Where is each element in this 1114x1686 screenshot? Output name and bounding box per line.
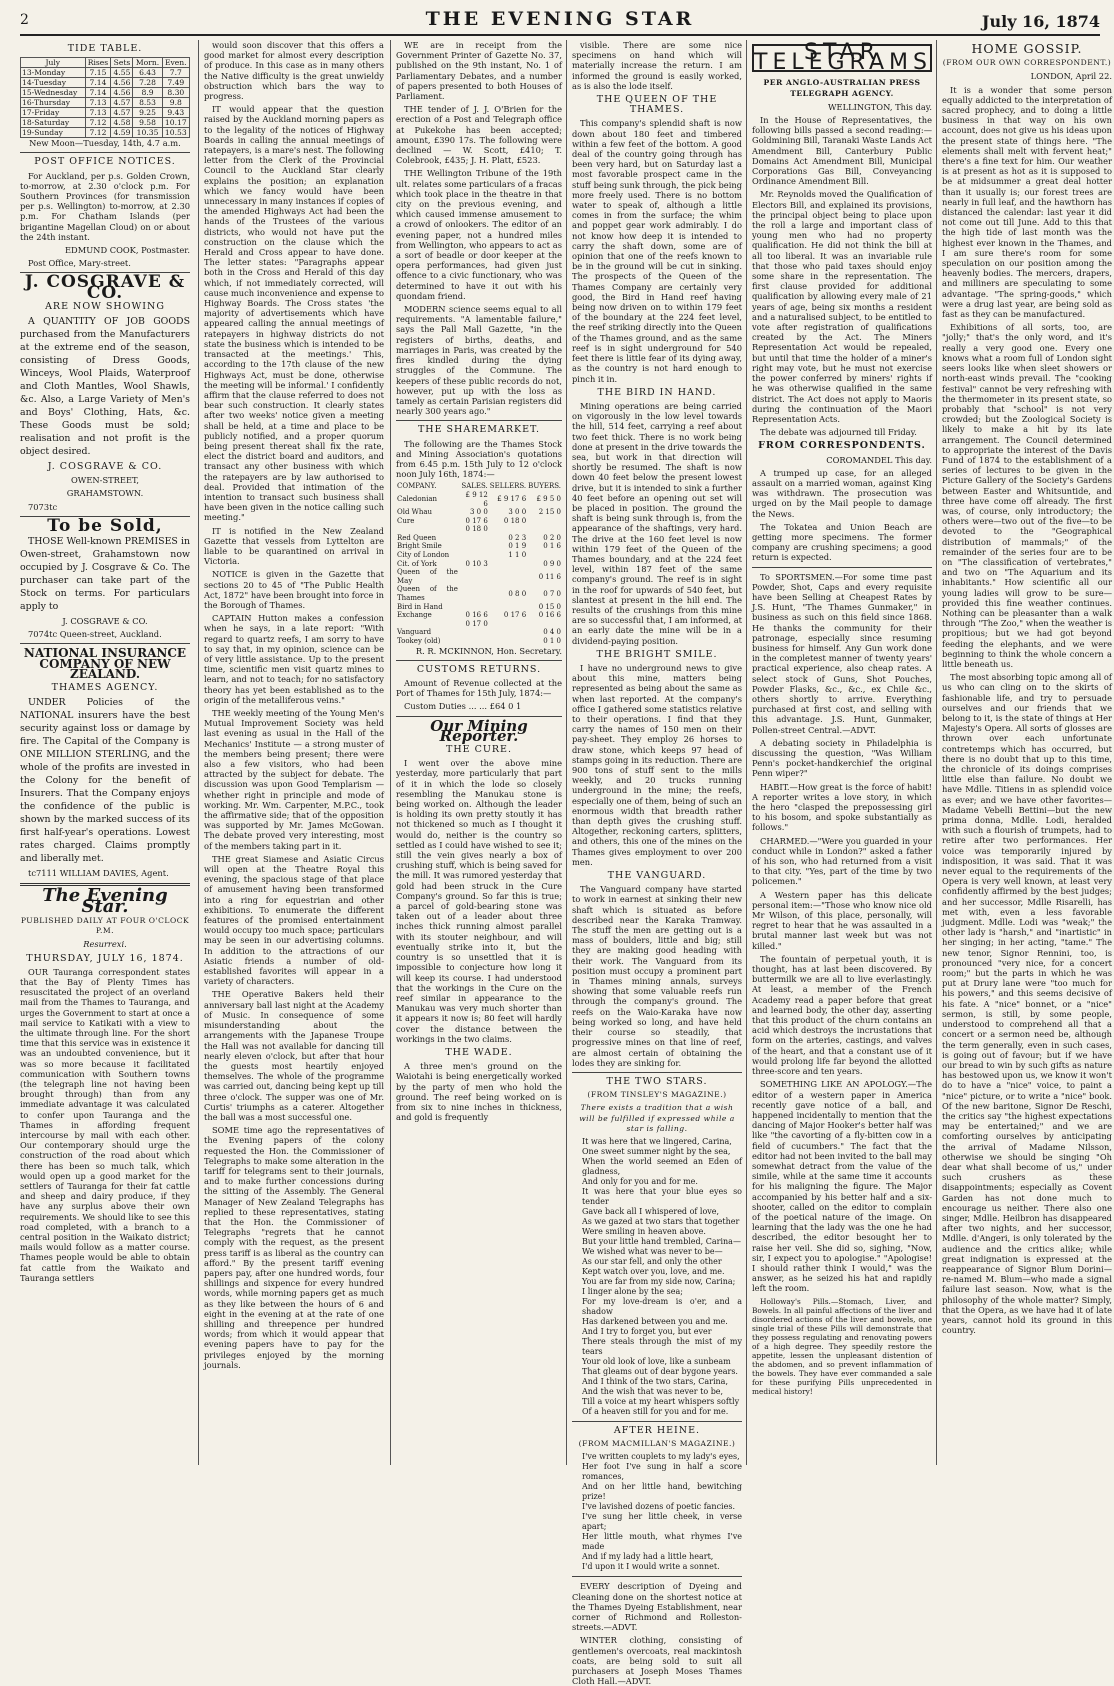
poem-line: I've lavished dozens of poetic fancies. — [582, 1502, 735, 1512]
tide-header: July — [21, 58, 86, 68]
share-cell: Red Queen — [397, 533, 437, 542]
article-paragraph: A Western paper has this delicate personal item:—"Those who know nice old Mr Wilson, of this place, personally, will regret to hear that he was assaulted in a brutal manner last week but was not killed." — [752, 889, 932, 951]
share-header-row — [396, 482, 562, 491]
holloway-advert: Holloway's Pills.—Stomach, Liver, and Bowels. In all painful affections of the liver and disordered actions of the liver and bowels, one single trial of these Pills will demonstrate that they possess regulating and renovating powers of a high degree. They speedily restore the appetite, lessen the unpleasant distention of the abdomen, and so prevent inflammation of the bowels. They have ever commanded a sale for these purifying Pills unprecedented in medical history! — [752, 1296, 932, 1396]
cosgrave-title: J. COSGRAVE & CO. — [24, 272, 186, 303]
telegraph-agency: PER ANGLO-AUSTRALIAN PRESS TELEGRAPH AGENCY. — [763, 78, 921, 98]
poem-line: As our star fell, and only the other — [582, 1256, 722, 1266]
share-row — [396, 517, 562, 526]
share-cell: 0 15 0 — [538, 602, 561, 611]
vanguard-text: The Vanguard company have started to work in earnest at sinking their new shaft which is situated as before described near the Karaka Tramway. The stuff the men are getting out is a mass of boulders, little and big; still they are making good heading with their work. The Vanguard from its position must occupy a prominent part in Thames mining annals, surveys showing that some valuable reefs run through the company's ground. The reefs on the Waio-Karaka have now being worked so long, and have held their course so steadily, that progressive mines on that line of reef, are almost certain of obtaining the lodes they are sinking for. — [572, 884, 742, 1068]
share-row — [396, 491, 562, 508]
share-row — [396, 525, 562, 534]
home-gossip-source: (FROM OUR OWN CORRESPONDENT.) — [942, 58, 1112, 68]
tide-cell: 4.56 — [111, 78, 133, 88]
poem-line: Her foot I've sung in half a score romances, — [582, 1462, 742, 1482]
share-cell: 0 18 0 — [503, 516, 527, 525]
sharemarket-table — [396, 482, 562, 645]
poem-line: It was here that we lingered, Carina, — [582, 1136, 732, 1146]
share-cell: Old Whau — [397, 508, 433, 517]
article-paragraph: CAPTAIN Hutton makes a confession when he says, in a late report: "With regard to quartz reefs, I am sorry to have to say that, in my opinion, science can be of very little assistance. Up to the present time, scientific men visit quartz mines to learn, and not to teach; for no satisfactory theory has yet been established as to the origin of the metalliferous veins." — [204, 613, 384, 705]
column-4 — [566, 40, 742, 1686]
tide-cell: 7.49 — [162, 78, 189, 88]
poem-line: I'd upon it I would write a sonnet. — [582, 1562, 720, 1572]
tide-cell: 6.43 — [133, 68, 162, 78]
share-cell: 0 16 6 — [538, 611, 561, 620]
wade-text: A three men's ground on the Waiotahi is being energetically worked by the party of men who hold the ground. The reef being worked on is from six to nine inches in thickness, and gold is frequently — [396, 1061, 562, 1123]
share-cell — [396, 620, 459, 629]
gossip-paragraph: It is a wonder that some person equally addicted to the interpretation of sacred prophecy, and to doing a little business in that way on his own account, does not give us his ideas upon the present state of things here. "The elements shall melt with fervent heat;" there's a fine text for him. Our weather is at present as hot as it is supposed to be at midsummer a great deal hotter than it usually is; our forest trees are nearly in full leaf, and the hawthorn has distanced the calendar: last year it did not come out till June. Add to this that the high tide of last month was the highest ever known in the Thames, and I am sure there's room for some speculation on our position among the heavenly bodies. The mercers, drapers, and milliners are speculating to some advantage. "The spring-goods," which were a drug last year, are being sold as fast as they can be manufactured. — [942, 84, 1112, 320]
insurance-signature: tc7111 WILLIAM DAVIES, Agent. — [28, 868, 169, 879]
poem-line: That gleams out of dear bygone years. — [582, 1366, 738, 1376]
share-cell — [459, 637, 489, 646]
article-paragraph: HABIT.—How great is the force of habit! A reporter writes a love story, in which the hero "clasped the prepossessing girl to his bosom, and spoke substantially as follows." — [752, 781, 932, 833]
resurrexi-motto: Resurrexi. — [83, 939, 127, 950]
tide-cell: 4.55 — [111, 68, 133, 78]
article-paragraph: A debating society in Philadelphia is discussing the question, "Was William Penn's pocket-handkerchief the original Penn wiper?" — [752, 737, 932, 779]
share-cell — [459, 628, 489, 637]
bright-smile-text: I have no underground news to give about this mine, matters being represented as being about the same as when last reported. At the company's office I gathered some statistics relative to their operations. I find that they carry the names of 150 men on their pay-sheet. They employ 26 horses to draw stone, which keeps 97 head of stamps going in its reduction. There are 900 tons of stuff sent to the mills weekly, and 20 trucks running underground in the mine; the reefs, especially one of them, being of such an enormous width that breadth rather than depth gives the crushing stuff. Altogether, reckoning carters, splitters, and others, this one of the mines on the Thames gives employment to over 200 men. — [572, 662, 742, 867]
share-cell — [489, 560, 527, 569]
telegram-paragraph: Mr. Reynolds moved the Qualification of Electors Bill, and explained its provisions, the principal object being to place upon the roll a large and important class of young men who had no property qualification. He did not think the bill at all too liberal. It was an invariable rule that those who paid taxes should enjoy some share in the representation. The first clause provided for additional qualification by allowing every male of 21 years of age, being six months a resident and a naturalised subject, to be entitled to vote after registration of qualifications created by the Act. The Miners Representation Act would be repealed, but until that time the holder of a miner's right may vote, but he must not exercise the power conferred by miners' rights if he was otherwise qualified in the same district. The Act does not apply to Maoris during the continuation of the Maori Representation Acts. — [752, 189, 932, 424]
sharemarket-heading: THE SHAREMARKET. — [417, 424, 541, 436]
share-cell: Tookey (old) — [397, 637, 441, 646]
tide-cell: 4.59 — [111, 128, 133, 138]
share-cell: Cit. of York — [397, 559, 437, 568]
column-5 — [746, 40, 932, 1465]
share-row — [396, 603, 562, 612]
tide-cell: 15-Wednesday — [21, 88, 86, 98]
poem-line: I linger alone by the sea; — [582, 1286, 683, 1296]
gossip-paragraph: Exhibitions of all sorts, too, are "jolly;" that's the only word, and it's really a very good one. Every one knows what a room full of London sight seers looks like when sleet showers or north-east winds prevail. The "cooking festival" cannot be very refreshing with the thermometer in its present state, so probably that "school" is not very crowded; but the Zoological Society is likely to make a hit by its late arrangement. The Council determined to appropriate the interest of the Davis Fund of 1874 to the establishment of a series of lectures to be given in the Picture Gallery of the Society's Gardens between Easter and Whitsuntide, and three have come off already. The first was, of course, only introductory; the others were—two out of the five—to be devoted to the "Geographical distribution of mammals;" of the remainder of the series four are to be on "The classification of vertebrates," and two on "The Aquarium and its inhabitants." How scientific all our young ladies will grow to be sure—provided this fine weather continues. Nothing can be pleasanter than a walk through "The Zoo," when the weather is propitious; but we had got beyond feeding the elephants, and we were beginning to think the whole concern a little beneath us. — [942, 322, 1112, 669]
poem-line: And I think of the two stars, Carina, — [582, 1376, 728, 1386]
article-paragraph: THE Operative Bakers held their anniversary ball last night at the Academy of Music. In consequence of some misunderstanding about the arrangements with the Japanese Troupe the Hall was not available for dancing till nearly eleven o'clock, but after that hour the guests most heartily enjoyed themselves. The whole of the programme was carried out, dancing being kept up till three o'clock. The supper was one of Mr. Curtis' triumphs as a caterer. Altogether the ball was a most successful one. — [204, 989, 384, 1122]
share-cell: Queen of the Thames — [397, 585, 458, 603]
share-row — [396, 551, 562, 560]
article-paragraph: SOME time ago the representatives of the Evening papers of the colony requested the Hon. the Commissioner of Telegraphs to make some alteration in the tariff for telegrams sent to their journals, and to make further concessions during the sitting of the Assembly. The General Manager of New Zealand Telegraphs has replied to these representatives, stating that the Hon. the Commissioner of Telegraphs "regrets that he cannot comply with the request, as the present press tariff is as liberal as the country can afford." By the present tariff evening papers pay, after one hundred words, four shillings and sixpence for every hundred words, while morning papers get as much as they like between the hours of 6 and eight in the evening at at the rate of one shilling and threepence per hundred words; from which it would appear that evening papers have to pay for the privileges enjoyed by the morning journals. — [204, 1125, 384, 1370]
leader-text: OUR Tauranga correspondent states that the Bay of Plenty Times has resuscitated the project of an overland mail from the Thames to Tauranga, and urges the Government to start at once a mail service to Katikati with a view to the ultimate through line. For the short time that this service was in existence it was an undoubted convenience, but it was so more because it facilitated communication with Southern towns (the telegraph line not having been brought through) than from any immediate advantage it was calculated to confer upon Tauranga and the Thames in affording frequent intercourse by mail with each other. Our contemporary should urge the construction of the road about which there has been so much talk, which would open up a good market for the settlers of Tauranga for their fat cattle and sheep and dairy produce, if they have any surplus above their own requirements. We should like to see this road completed, with a branch to a central position in the Waikato district; mails would follow as a matter course. Thames people would be able to obtain fat cattle from the Waikato and Tauranga settlers — [20, 966, 190, 1283]
share-cell — [489, 525, 527, 534]
article-paragraph: visible. There are some nice specimens on hand which will materially increase the return. I am informed the ground is easily worked, as is also the lode itself. — [572, 40, 742, 91]
poem-line: Your old look of love, like a sunbeam — [582, 1356, 731, 1366]
newspaper-title: THE EVENING STAR — [425, 8, 695, 30]
new-moon-note: New Moon—Tuesday, 14th, 4.7 a.m. — [29, 138, 181, 149]
share-cell: 0 4 0 — [543, 628, 561, 637]
share-header: SALES. — [461, 482, 488, 491]
tide-cell: 9.25 — [133, 108, 162, 118]
share-row — [396, 560, 562, 569]
after-heine-source: (FROM MACMILLAN'S MAGAZINE.) — [578, 1439, 736, 1449]
share-row — [396, 534, 562, 543]
wade-heading: THE WADE. — [445, 1046, 513, 1058]
tide-cell: 17-Friday — [21, 108, 86, 118]
tide-header-row — [21, 58, 190, 68]
share-cell — [459, 568, 489, 585]
poem-line: When the world seemed an Eden of gladness, — [582, 1156, 742, 1176]
share-header: COMPANY. — [397, 482, 437, 491]
poem-line: There steals through the mist of my tears — [582, 1336, 742, 1356]
tide-cell: 4.56 — [111, 88, 133, 98]
two-stars-intro: There exists a tradition that a wish will be fulfilled if expressed while a star is falling. — [579, 1103, 735, 1133]
article-paragraph: THE tender of J. J. O'Brien for the erection of a Post and Telegraph office at Pukekohe has been accepted; amount, £390 17s. The following were declined — W. Scott, £410; T. Colebrook, £435; J. H. Platt, £523. — [396, 104, 562, 166]
two-stars-poem — [572, 1137, 742, 1417]
tide-cell: 7.15 — [85, 68, 111, 78]
share-row — [396, 568, 562, 585]
tide-row — [21, 118, 190, 128]
poem-line: Her little mouth, what rhymes I've made — [582, 1532, 742, 1552]
share-cell: 0 16 6 — [465, 611, 488, 620]
sportsmen-advert: To SPORTSMEN.—For some time past Powder, Shot, Caps and every requisite have been Selling at Cheapest Rates by J.S. Hunt, "The Thames Gunmaker," in business as such on this field since 1868. He thanks the community for their patronage, especially since resuming business for himself. Any Gun work done in the completest manner of twenty years' practical experience, also cheap rates. A select stock of Guns, Shot Pouches, Powder Flasks, &c., &c., ex Chile &c., others shortly to arrive. Everything purchased at first cost, and selling with this advantage. J.S. Hunt, Gunmaker, Pollen-street Central.—ADVT. — [752, 571, 932, 735]
share-row — [396, 542, 562, 551]
tide-header: Sets — [111, 58, 133, 68]
tide-cell: 16-Thursday — [21, 98, 86, 108]
tide-cell: 14-Tuesday — [21, 78, 86, 88]
page-number: 2 — [20, 12, 29, 28]
article-paragraph: NOTICE is given in the Gazette that sections 20 to 45 of "The Public Health Act, 1872" have been brought into force in the Borough of Thames. — [204, 569, 384, 610]
poem-line: Of a heaven still for you and for me. — [582, 1406, 729, 1416]
share-cell: Cure — [397, 516, 415, 525]
winter-advert: WINTER clothing, consisting of gentlemen's overcoats, real mackintosh coats, are being sold to suit all purchasers at Joseph Moses Thames Cloth Hall.—ADVT. — [572, 1635, 742, 1686]
issue-date-header: July 16, 1874 — [981, 12, 1100, 31]
home-gossip-heading: HOME GOSSIP. — [971, 41, 1083, 56]
share-cell: £ 9 12 6 — [465, 490, 488, 508]
share-cell — [459, 603, 489, 612]
tide-row — [21, 128, 190, 138]
poem-line: One sweet summer night by the sea, — [582, 1146, 731, 1156]
tide-row — [21, 108, 190, 118]
share-cell: Vanguard — [397, 628, 432, 637]
share-cell: 0 7 0 — [543, 589, 561, 598]
to-be-sold-signature: J. COSGRAVE & CO. — [62, 616, 148, 627]
share-cell — [459, 542, 489, 551]
tide-cell: 4.57 — [111, 98, 133, 108]
article-paragraph: CHARMED.—"Were you guarded in your conduct while in London?" asked a father of his son, who had returned from a visit to that city. "Yes, part of the time by two policemen." — [752, 835, 932, 887]
post-office-place: Post Office, Mary-street. — [28, 258, 131, 269]
share-cell: 0 1 6 — [543, 542, 561, 551]
tide-cell: 7.7 — [162, 68, 189, 78]
article-paragraph: SOMETHING LIKE AN APOLOGY.—The editor of a western paper in America recently gave notice of a ball, and happened incidentally to mention that the dancing of Major Hooker's better half was like "the cavorting of a fly-bitten cow in a field of cucumbers." The fact that the editor had not been invited to the ball may somewhat detract from the value of the simile, while at the same time it accounts for his maligning the figure. The Major accompanied by his better half and a six-shooter, called on the editor to complain of the poetical nature of the image. On learning that the lady was the one he had described, the editor besought her to raise her veil. She did so, sighing, "Now, sir, I expect you to apologise." "Apologise! I should rather think I would," was the answer, as he seized his hat and rapidly left the room. — [752, 1079, 932, 1294]
paper-name-logo: The Evening Star. — [42, 885, 168, 917]
poem-line: Were smiling in heaven above. — [582, 1226, 706, 1236]
share-row — [396, 637, 562, 646]
tide-cell: 4.58 — [111, 118, 133, 128]
share-cell: Caledonian — [397, 495, 438, 504]
poem-line: And I try to forget you, but ever — [582, 1326, 712, 1336]
tide-header: Morn. — [133, 58, 162, 68]
dyeing-advert: EVERY description of Dyeing and Cleaning done on the shortest notice at the Thames Dyeing Establishment, near corner of Richmond and Rolleston-streets.—ADVT. — [572, 1581, 742, 1633]
tide-cell: 10.53 — [162, 128, 189, 138]
home-gossip-dateline: LONDON, April 22. — [1030, 71, 1112, 82]
queen-heading: THE QUEEN OF THE THAMES. — [596, 94, 718, 116]
tide-row — [21, 68, 190, 78]
mining-reporter-heading: Our Mining Reporter. — [430, 716, 528, 745]
tide-cell: 9.43 — [162, 108, 189, 118]
cosgrave-town: GRAHAMSTOWN. — [66, 488, 144, 499]
insurance-text: UNDER Policies of the NATIONAL insurers have the best security against loss or damage by fire. The Capital of the Company is ONE MILLION STERLING, and the whole of the profits are invested in the Colony for the benefit of Insurers. That the Company enjoys the confidence of the public is shown by the marked success of its first half-year's operations. Lowest rates charged. Claims promptly and liberally met. — [20, 697, 190, 865]
poem-line: And on her little hand, bewitching prize! — [582, 1482, 742, 1502]
correspondents-heading: FROM CORRESPONDENTS. — [758, 440, 926, 452]
share-header: SELLERS. — [489, 482, 527, 491]
poem-line: But your little hand trembled, Carina— — [582, 1236, 741, 1246]
insurance-title: NATIONAL INSURANCE COMPANY OF NEW ZEALAND. — [23, 646, 187, 681]
cosgrave-ad-text: A QUANTITY OF JOB GOODS purchased from the Manufacturers at the extreme end of the season, consisting of Dress Goods, Winceys, Wool Plaids, Waterproof and Cloth Mantles, Wool Shawls, &c. Also, a Large Variety of Men's and Boys' Clothing, Hats, &c. These Goods must be sold; realisation and not profit is the object desired. — [20, 316, 190, 458]
tide-cell: 4.57 — [111, 108, 133, 118]
poem-line: As we gazed at two stars that together — [582, 1216, 740, 1226]
gossip-paragraph: The most absorbing topic among all of us who can cling on to the skirts of fashionable life, and try to persuade ourselves and our friends that we belong to it, is the state of things at Her Majesty's Opera. All sorts of glosses are thrown over each unfortunate contretemps which has occurred, but there is no doubt that up to this time, the chronicle of its doings comprises little else than failure. No doubt we have Mdlle. Titiens in as splendid voice as ever; and we have other favorites—Madame Vebelli Bettini—but the new prima donna, Mdlle. Lodi, heralded with such a flourish of trumpets, had to retire after two performances. Her voice was temporarily injured by indisposition, it was said. That it was never equal to the requirements of the Opera is very well known, at least very confidently affirmed by the best judges; and her successor, Mdlle Risarelli, has met with, even a less favorable judgment. Mdlle. Lodi was "weak;" the other lady is "harsh," and "inartistic" in her singing; in her acting, "tame." The new tenor, Signor Rennini, too, is pronounced "very nice, for a concert room;" but the parts in which he was put at Drury lane were "too much for his powers," and this seems decisive of his fate. A "nice" bonnet, or a "nice" sermon, is still, by some people, understood to comprehend all that a concert or a sermon need be, although the term generally, even in such cases, is going out of favour; but if we have our bread to win by such gifts as nature has bestowed upon us, we know it won't do to have a "nice" voice, to paint a "nice" picture, or to write a "nice" book. Of the new baritone, Signor De Reschi, the critics say "the highest expectations may be entertained;" and we are comforting ourselves by anticipating the arrival of Madame Nilsson, otherwise we should be singing "Oh dear what shall become of us," under such crushers as these disappointments; especially as Covent Garden has not done much to encourage us neither. There also one singer, Mdlle. Heilbron has disappeared after two nights, and her successor, Mdlle. d'Angeri, is only tolerated by the audience and the critics alike; while great indignation is expressed at the reappearance of Signor Blum Dorini—re-named M. Blum—who made a signal failure last season. Now, what is the philosophy of the whole matter? Simply, that the Opera, as we have had it of late years, cannot hold its ground in this country. — [942, 672, 1112, 1336]
share-cell: Bright Smile — [397, 542, 442, 551]
share-header: BUYERS. — [528, 482, 561, 491]
poem-line: And the wish that was never to be, — [582, 1386, 724, 1396]
two-stars-heading: THE TWO STARS. — [606, 1075, 708, 1087]
article-paragraph: The fountain of perpetual youth, it is thought, has at last been discovered. By buttermilk we are all to live everlastingly. At least, a member of the French Academy read a paper before that great and learned body, the other day, asserting that this product of the churn contains an acid which destroys the incrustations that form on the arteries, castings, and valves of the heart, and that a constant use of it would prolong life far beyond the allotted three-score and ten years. — [752, 953, 932, 1077]
tide-cell: 7.14 — [85, 88, 111, 98]
cosgrave-signature: J. COSGRAVE & CO. — [47, 461, 163, 473]
queen-text: This company's splendid shaft is now down about 180 feet and timbered within a few feet of the bottom. A good deal of the country going through has been very hard, but on Saturday last a most favorable prospect came in the stuff being sunk through, the pick being more freely used. There is no bottom water to speak of, although a little comes in from the surface; the whim and poppet gear work admirably. I do not know how deep it is intended to carry the shaft down, some are of opinion that one of the reefs known to be in the ground will be cut in sinking. The prospects of the Queen of the Thames Company are certainly very good, the Bird in Hand reef having being now driven on to within 179 feet of the boundary at the 224 feet level, the reef striking directly into the Queen of the Thames ground, and as the same reef is in sight underground for 540 feet there is little fear of its dying away, as the country is not hard enough to pinch it in. — [572, 118, 742, 384]
cosgrave-subtitle: ARE NOW SHOWING — [45, 300, 165, 312]
telegram-paragraph: A trumped up case, for an alleged assault on a married woman, against King was withdrawn. The prosecution was urged on by the Mail people to damage the News. — [752, 467, 932, 519]
article-paragraph: would soon discover that this offers a good market for almost every description of produce. In this case as in many others the Native difficulty is the great unwieldy obstruction which bars the way to progress. — [204, 40, 384, 102]
bird-heading: THE BIRD IN HAND. — [597, 386, 717, 398]
bright-smile-heading: THE BRIGHT SMILE. — [596, 648, 718, 660]
share-cell: 0 17 6 — [503, 611, 527, 620]
tide-cell: 10.35 — [133, 128, 162, 138]
share-cell — [396, 525, 459, 534]
bird-text: Mining operations are being carried on vigorously in the low level towards the hill, 514 feet, carrying a reef about two feet thick. There is no work being done at present in the drive towards the sea, but work in that direction will shortly be resumed. The shaft is now down 40 feet below the present lowest drive, but it is intended to sink a further 40 feet before an opening out set will be placed in position. The ground the shaft is being sunk through is, from the appearance of the shaftings, very hard. The drive at the 160 feet level is now within 179 feet of the Queen of the Thames boundary, and at the 224 feet level, within 187 feet of the same company's ground. The reef is in sight in the roof for upwards of 540 feet, but slantest at present in the hill end. The results of the crushings from this mine are so successful that, I am informed, at an early date the mine will be in a dividend-paying position. — [572, 400, 742, 646]
two-stars-source: (FROM TINSLEY'S MAGAZINE.) — [587, 1090, 727, 1100]
poem-line: I've sung her little cheek, in verse apart; — [582, 1512, 742, 1532]
share-cell: 0 9 0 — [543, 559, 561, 568]
tide-row — [21, 98, 190, 108]
article-paragraph: IT would appear that the question raised by the Auckland morning papers as to the legality of the notices of Highway Boards in calling the annual meetings of ratepayers, is a mare's nest. The following letter from the Clerk of the Provincial Council to the Auckland Star clearly explains the position; an explanation which we fancy would have been unnecessary in many instances if copies of the amended Highways Act had been the hands of the Trustees of the various districts, who would not have put the construction on the clause which the Herald and Cross appear to have done. The letter states: "Paragraphs appear both in the Cross and Herald of this day which, if not immediately corrected, will cause much inconvenience and expense to Highway Boards. The Cross states 'the majority of advertisements which have appeared calling the annual meetings of ratepayers in highway districts do not state the business which is intended to be transacted at the meetings.' This, according to the 17th clause of the new Highways Act, must be done, otherwise the meeting will be informal.' I confidently affirm that the clause referred to does not bear such construction. It clearly states after two weeks' notice given a meeting shall be held, at a time and place to be publicly notified, and a proper quorum being present thereat shall fix the rate, elect the district board and auditors, and transact any other business with which the ratepayers are by law authorised to deal. Provided that intimation of the intention to transact such business shall have been given in the notice calling such meeting." — [204, 104, 384, 523]
tide-cell: 7.28 — [133, 78, 162, 88]
share-cell: 0 18 0 — [465, 525, 488, 534]
tide-cell: 7.14 — [85, 78, 111, 88]
share-row — [396, 585, 562, 602]
insurance-subtitle: THAMES AGENCY. — [51, 682, 159, 694]
customs-intro: Amount of Revenue collected at the Port of Thames for 15th July, 1874:— — [396, 678, 562, 699]
tide-cell: 7.12 — [85, 118, 111, 128]
article-paragraph: THE Wellington Tribune of the 19th ult. relates some particulars of a fracas which took place in the theatre in that city on the previous evening, and which caused immense amusement to a crowd of onlookers. The editor of an evening paper, not a hundred miles from Wellington, who appears to act as a sort of beadle or door keeper at the opera performances, had given just offence to a civic functionary, who was determined to have it out with his quondam friend. — [396, 168, 562, 301]
tide-table — [20, 57, 190, 138]
tide-cell: 8.30 — [162, 88, 189, 98]
tide-cell: 8.9 — [133, 88, 162, 98]
cure-text: I went over the above mine yesterday, more particularly that part of it in which the lode so closely resembling the Manukau stone is being worked on. Although the leader is holding its own pretty stoutly it has not thickened so much as I thought it would do, neither is the country so settled as I could have wished to see it; still the vein gives nearly a box of crushing stuff, which is being saved for the mill. It was rumored yesterday that gold had been struck in the Cure Company's ground. So far this is true; a parcel of gold-bearing stone was taken out of a leader about three inches thick running almost parallel with its stouter neighbour, and will eventually strike into it, but the country is so unsettled that it is impossible to conjecture how long it will keep its course. I had understood that the workings in the Cure on the reef similar in appearance to the Manukau was very much shorter than it appears it now is; 80 feet will hardly cover the distance between the workings in the two claims. — [396, 758, 562, 1044]
cure-heading: THE CURE. — [446, 744, 512, 756]
customs-heading: CUSTOMS RETURNS. — [416, 663, 542, 675]
tide-cell: 7.13 — [85, 98, 111, 108]
to-be-sold-title: To be Sold, — [47, 515, 163, 536]
share-cell: 3 0 0 — [508, 508, 527, 517]
cosgrave-code: 7073tc — [28, 501, 58, 512]
poem-line: Till a voice at my heart whispers softly — [582, 1396, 740, 1406]
cosgrave-address: OWEN-STREET, — [71, 475, 139, 486]
share-cell: 3 0 0 — [469, 508, 488, 517]
share-cell — [459, 551, 489, 560]
article-paragraph: IT is notified in the New Zealand Gazette that vessels from Lyttelton are liable to be quarantined on arrival in Victoria. — [204, 525, 384, 567]
share-cell: Queen of the May — [397, 568, 458, 585]
share-cell: 0 2 0 — [543, 533, 561, 542]
share-cell — [489, 603, 527, 612]
share-row — [396, 628, 562, 637]
customs-amount: Custom Duties ... ... £64 0 1 — [404, 701, 522, 712]
tide-cell: 9.8 — [162, 98, 189, 108]
poem-line: Has darkened between you and me. — [582, 1316, 728, 1326]
poem-line: Gave back all I whispered of love, — [582, 1206, 720, 1216]
share-cell: 0 17 6 — [465, 516, 488, 525]
poem-line: For my love-dream is o'er, and a shadow — [582, 1296, 742, 1316]
post-office-text: For Auckland, per p.s. Golden Crown, to-morrow, at 2.30 o'clock p.m. For Southern Provinces (for transmission per p.s. Wellington) to-morrow, at 2.30 p.m. For Chatham Islands (per brigantine Magellan Cloud) on or about the 24th instant. — [20, 170, 190, 242]
share-cell: Exchange — [397, 611, 432, 620]
tide-cell: 10.17 — [162, 118, 189, 128]
to-be-sold-address: 7074tc Queen-street, Auckland. — [28, 629, 162, 640]
poem-line: Kept watch over you, love, and me. — [582, 1266, 725, 1276]
share-cell — [527, 551, 562, 560]
after-heine-poem — [572, 1452, 742, 1572]
column-6 — [936, 40, 1112, 1465]
share-cell: 2 15 0 — [538, 508, 561, 517]
vanguard-heading: THE VANGUARD. — [607, 870, 707, 882]
share-cell: 0 1 0 — [543, 637, 561, 646]
poem-line: We wished what was never to be— — [582, 1246, 723, 1256]
post-office-heading: POST OFFICE NOTICES. — [34, 156, 176, 168]
share-cell: 1 1 0 — [508, 551, 527, 560]
share-row — [396, 508, 562, 517]
tide-cell: 8.53 — [133, 98, 162, 108]
tide-cell: 7.13 — [85, 108, 111, 118]
tide-cell: 13-Monday — [21, 68, 86, 78]
masthead — [20, 8, 1100, 36]
article-paragraph: WE are in receipt from the Government Printer of Gazette No. 37, published on the 9th instant, No. 1 of Parliamentary Debates, and a number of papers presented to both Houses of Parliament. — [396, 40, 562, 102]
tide-header: Rises — [85, 58, 111, 68]
share-cell: Bird in Hand — [397, 602, 443, 611]
share-cell — [489, 568, 527, 585]
poem-line: And only for you and for me. — [582, 1176, 698, 1186]
telegram-dateline: WELLINGTON, This day. — [827, 101, 932, 112]
tide-cell: 7.12 — [85, 128, 111, 138]
tide-header: Even. — [162, 58, 189, 68]
sharemarket-intro: The following are the Thames Stock and Mining Association's quotations from 6.45 p.m. 15th July to 12 o'clock noon July 16th, 1874:— — [396, 438, 562, 480]
telegram-paragraph: The Tokatea and Union Beach are getting more specimens. The former company are crushing specimens; a good return is expected. — [752, 521, 932, 563]
after-heine-heading: AFTER HEINE. — [613, 1424, 701, 1436]
tide-cell: 9.58 — [133, 118, 162, 128]
share-cell — [459, 585, 489, 602]
leader-date: THURSDAY, JULY 16, 1874. — [26, 952, 184, 964]
share-cell — [489, 628, 527, 637]
poem-line: It was here that your blue eyes so tender — [582, 1186, 742, 1206]
to-be-sold-text: THOSE Well-known PREMISES in Owen-street, Grahamstown now occupied by J. Cosgrave & Co. The purchaser can take part of the Stock on terms. For particulars apply to — [20, 536, 190, 613]
share-row — [396, 611, 562, 620]
poem-line: I've written couplets to my lady's eyes, — [582, 1452, 740, 1462]
telegram-paragraph: The debate was adjourned till Friday. — [760, 427, 917, 438]
tide-row — [21, 78, 190, 88]
share-cell — [527, 525, 562, 534]
correspondents-dateline: COROMANDEL This day. — [826, 454, 932, 465]
share-cell — [489, 620, 527, 629]
tide-table-title: TIDE TABLE. — [67, 43, 143, 54]
poem-line: You are far from my side now, Carina; — [582, 1276, 736, 1286]
share-row — [396, 620, 562, 629]
article-paragraph: THE weekly meeting of the Young Men's Mutual Improvement Society was held last evening as usual in the Hall of the Mechanics' Institute — a strong muster of the members being present; there were also a few visitors, who had been attracted by the subject for debate. The discussion was upon Good Templarism — whether right in principle and mode of working. Mr. Wm. Carpenter, M.P.C., took the affirmative side; that of the opposition was supported by Mr. James McGowan. The debate proved very interesting, most of the members taking part in it. — [204, 708, 384, 851]
share-cell: 0 2 3 — [508, 533, 527, 542]
tide-row — [21, 88, 190, 98]
share-cell — [527, 517, 562, 526]
poem-line: And if my lady had a little heart, — [582, 1552, 714, 1562]
column-3 — [390, 40, 562, 1465]
share-cell: 0 11 6 — [538, 572, 561, 581]
share-cell: City of London — [397, 551, 450, 560]
sharemarket-signature: R. R. MCKINNON, Hon. Secretary. — [415, 645, 562, 656]
tide-cell: 19-Sunday — [21, 128, 86, 138]
column-2 — [198, 40, 384, 1465]
tide-cell: 18-Saturday — [21, 118, 86, 128]
paper-published-line: PUBLISHED DAILY AT FOUR O'CLOCK P.M. — [20, 915, 190, 936]
telegram-paragraph: In the House of Representatives, the following bills passed a second reading:— Goldmining Bill, Taranaki Waste Lands Act Amendment Bill, Canterbury Public Domains Act Amendment Bill, Municipal Corporations Gas Bill, Conveyancing Ordinance Amendment Bill. — [752, 115, 932, 187]
star-telegrams-heading: STAR TELEGRAMS — [754, 40, 932, 76]
share-cell: £ 9 5 0 — [536, 495, 561, 504]
post-office-signature: EDMUND COOK, Postmaster. — [64, 245, 190, 256]
share-cell — [489, 637, 527, 646]
article-paragraph: THE great Siamese and Asiatic Circus will open at the Theatre Royal this evening, the spacious stage of that place of amusement having been transformed into a ring for equestrian and other exhibitions. To enumerate the different features of the promised entertainment would occupy too much space; particulars may be seen in our advertising columns. In addition to the attractions of our Asiatic friends a number of old-established favorites will appear in a variety of characters. — [204, 853, 384, 987]
column-1 — [20, 40, 190, 1465]
share-cell: 0 17 0 — [465, 619, 488, 628]
share-cell: 0 1 9 — [508, 542, 527, 551]
share-cell: 0 8 0 — [508, 589, 527, 598]
share-cell — [527, 620, 562, 629]
share-cell: 0 10 3 — [465, 559, 488, 568]
share-cell: £ 9 17 6 — [497, 495, 527, 504]
share-cell — [459, 534, 489, 543]
article-paragraph: MODERN science seems equal to all requirements. "A lamentable failure," says the Pall Mall Gazette, "in the registers of births, deaths, and marriages in Paris, was created by the fires kindled during the dying struggles of the Commune. The keepers of these public records do not, however, put up with the loss as tamely as certain Parisian registers did nearly 300 years ago." — [396, 304, 562, 417]
